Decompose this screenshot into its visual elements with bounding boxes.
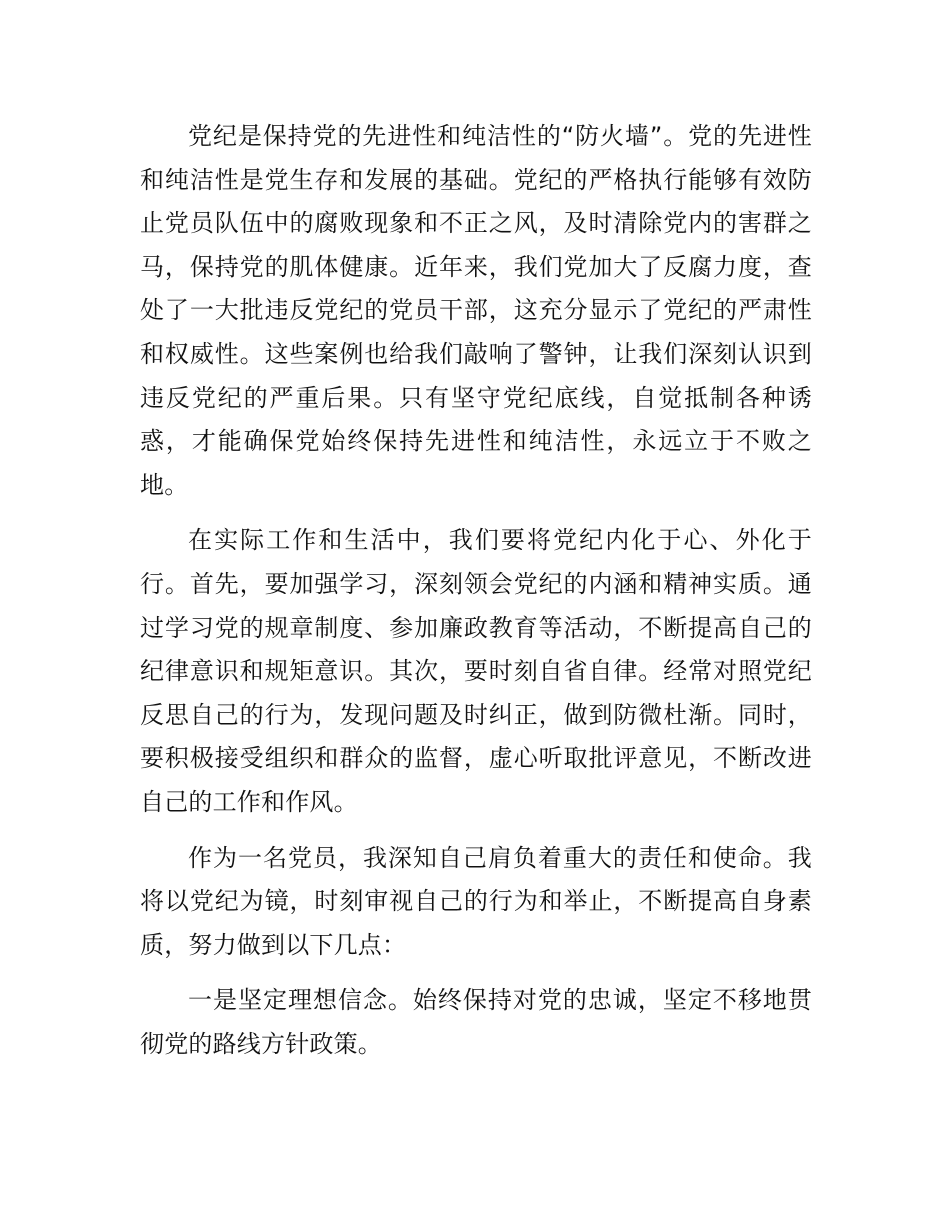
paragraph-point-one-ideals: 一是坚定理想信念。始终保持对党的忠诚，坚定不移地贯彻党的路线方针政策。 <box>140 986 812 1058</box>
paragraph-party-discipline-firewall: 党纪是保持党的先进性和纯洁性的“防火墙”。党的先进性和纯洁性是党生存和发展的基础。党纪的严格执行能够有效防止党员队伍中的腐败现象和不正之风，及时清除党内的害群之马，保持党的肌体健康。近年来，我们党加大了反腐力度，查处了一大批违反党纪的党员干部，这充分显示了党纪的严肃性和权威性。这些案例也给我们敲响了警钟，让我们深刻认识到违反党纪的严重后果。只有坚守党纪底线，自觉抵制各种诱惑，才能确保党始终保持先进性和纯洁性，永远立于不败之地。 <box>140 122 812 499</box>
document-body <box>140 115 812 1078</box>
paragraph-internalize-discipline: 在实际工作和生活中，我们要将党纪内化于心、外化于行。首先，要加强学习，深刻领会党纪的内涵和精神实质。通过学习党的规章制度、参加廉政教育等活动，不断提高自己的纪律意识和规矩意识。其次，要时刻自省自律。经常对照党纪反思自己的行为，发现问题及时纠正，做到防微杜渐。同时，要积极接受组织和群众的监督，虚心听取批评意见，不断改进自己的工作和作风。 <box>140 526 812 816</box>
paragraph-party-member-responsibility: 作为一名党员，我深知自己肩负着重大的责任和使命。我将以党纪为镜，时刻审视自己的行为和举止，不断提高自身素质，努力做到以下几点： <box>140 843 812 959</box>
